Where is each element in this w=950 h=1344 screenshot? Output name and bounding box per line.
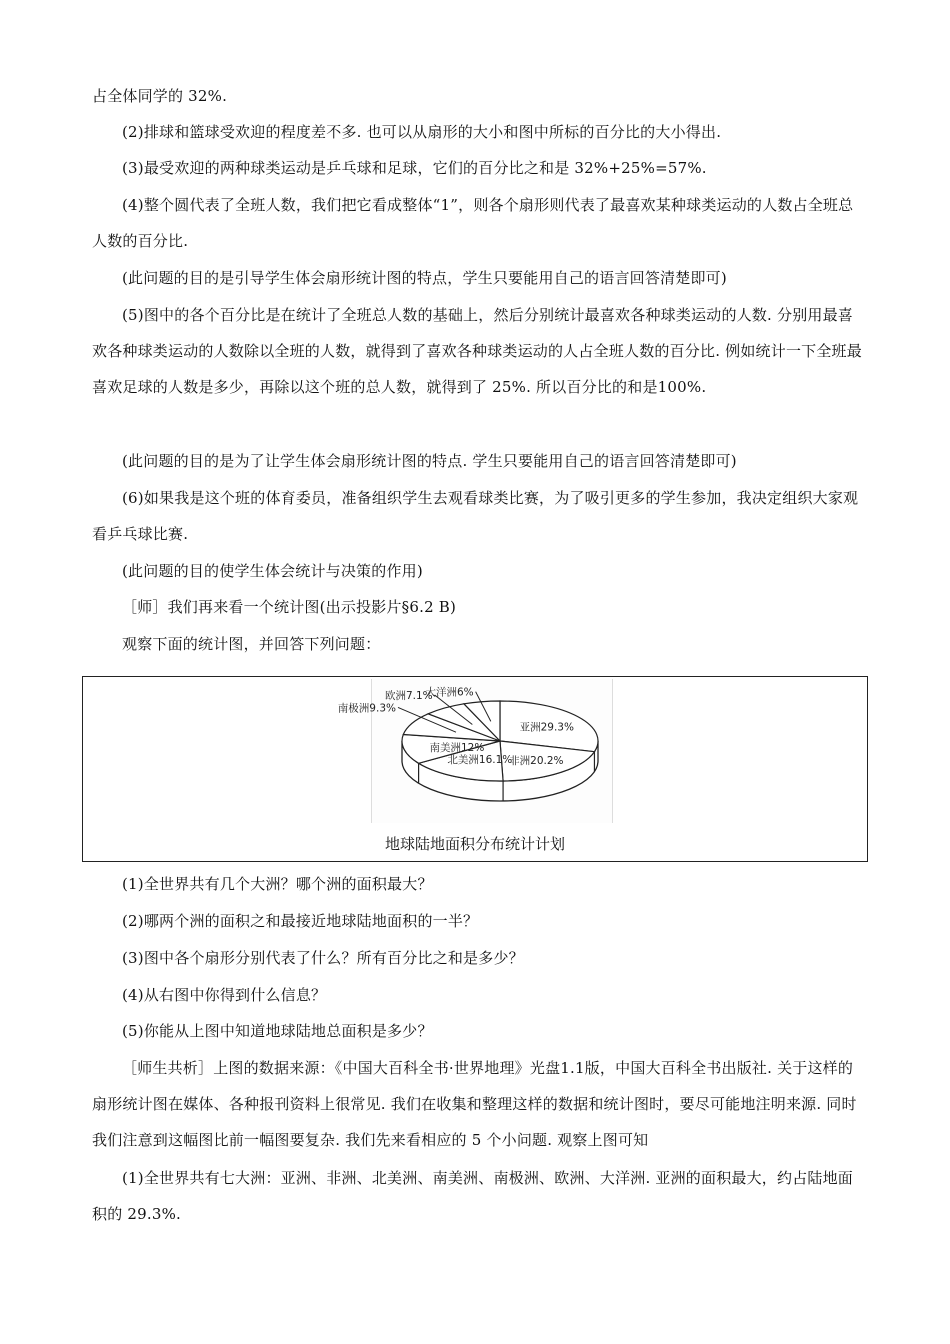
question: (3)图中各个扇形分别代表了什么？所有百分比之和是多少？ (122, 949, 524, 967)
pie-label: 大洋洲6% (425, 686, 474, 699)
paragraph: (1)全世界共有七大洲：亚洲、非洲、北美洲、南美洲、南极洲、欧洲、大洋洲. 亚洲的面积最大，约占陆地面积的 29.3%. (92, 1169, 853, 1223)
paragraph: ［师生共析］上图的数据来源：《中国大百科全书·世界地理》光盘1.1版，中国大百科全书出版社. 关于这样的扇形统计图在媒体、各种报刊资料上很常见. 我们在收集和整理这样的数据和统计图时，要尽可能地注明来源. 同时我们注意到这幅图比前一幅图要复杂. 我们先来看相应的 5 个小问题. 观察上图可知 (92, 1059, 857, 1149)
pie-label: 亚洲29.3% (519, 721, 574, 734)
pie-label: 北美洲16.1% (447, 754, 513, 767)
question: (4)从右图中你得到什么信息？ (122, 986, 327, 1004)
chart-caption: 地球陆地面积分布统计计划 (384, 835, 565, 853)
paragraph: (3)最受欢迎的两种球类运动是乒乓球和足球，它们的百分比之和是 32%+25%=57%. (122, 159, 707, 177)
paragraph: (4)整个圆代表了全班人数，我们把它看成整体“1”，则各个扇形则代表了最喜欢某种球类运动的人数占全班总人数的百分比. (92, 196, 854, 250)
paragraph: (5)图中的各个百分比是在统计了全班总人数的基础上，然后分别统计最喜欢各种球类运动的人数. 分别用最喜欢各种球类运动的人数除以全班的人数，就得到了喜欢各种球类运动的人占全班人数的百分比. 例如统计一下全班最喜欢足球的人数是多少，再除以这个班的总人数，就得到了 25%. 所以百分比的和是100%. (92, 306, 862, 396)
figure-box (82, 676, 868, 862)
pie-label: 南极洲9.3% (337, 702, 396, 715)
paragraph: ［师］我们再来看一个统计图(出示投影片§6.2 B) (122, 598, 457, 616)
question: (2)哪两个洲的面积之和最接近地球陆地面积的一半？ (122, 912, 479, 930)
pie-chart (337, 679, 613, 823)
paragraph: 占全体同学的 32%. (92, 87, 228, 105)
pie-chart-svg (337, 679, 612, 823)
question: (5)你能从上图中知道地球陆地总面积是多少？ (122, 1022, 433, 1040)
paragraph: 观察下面的统计图，并回答下列问题： (122, 635, 381, 653)
pie-label: 欧洲7.1% (384, 689, 433, 702)
paragraph-note: (此问题的目的是引导学生体会扇形统计图的特点，学生只要能用自己的语言回答清楚即可) (122, 269, 727, 287)
pie-label: 非洲20.2% (509, 754, 564, 767)
paragraph-note: (此问题的目的使学生体会统计与决策的作用) (122, 562, 423, 580)
question: (1)全世界共有几个大洲？哪个洲的面积最大？ (122, 875, 433, 893)
paragraph: (2)排球和篮球受欢迎的程度差不多. 也可以从扇形的大小和图中所标的百分比的大小得出. (122, 123, 722, 141)
paragraph-note: (此问题的目的是为了让学生体会扇形统计图的特点. 学生只要能用自己的语言回答清楚即可) (122, 452, 737, 470)
paragraph: (6)如果我是这个班的体育委员，准备组织学生去观看球类比赛，为了吸引更多的学生参加，我决定组织大家观看乒乓球比赛. (92, 489, 859, 543)
pie-label: 南美洲12% (429, 741, 485, 754)
